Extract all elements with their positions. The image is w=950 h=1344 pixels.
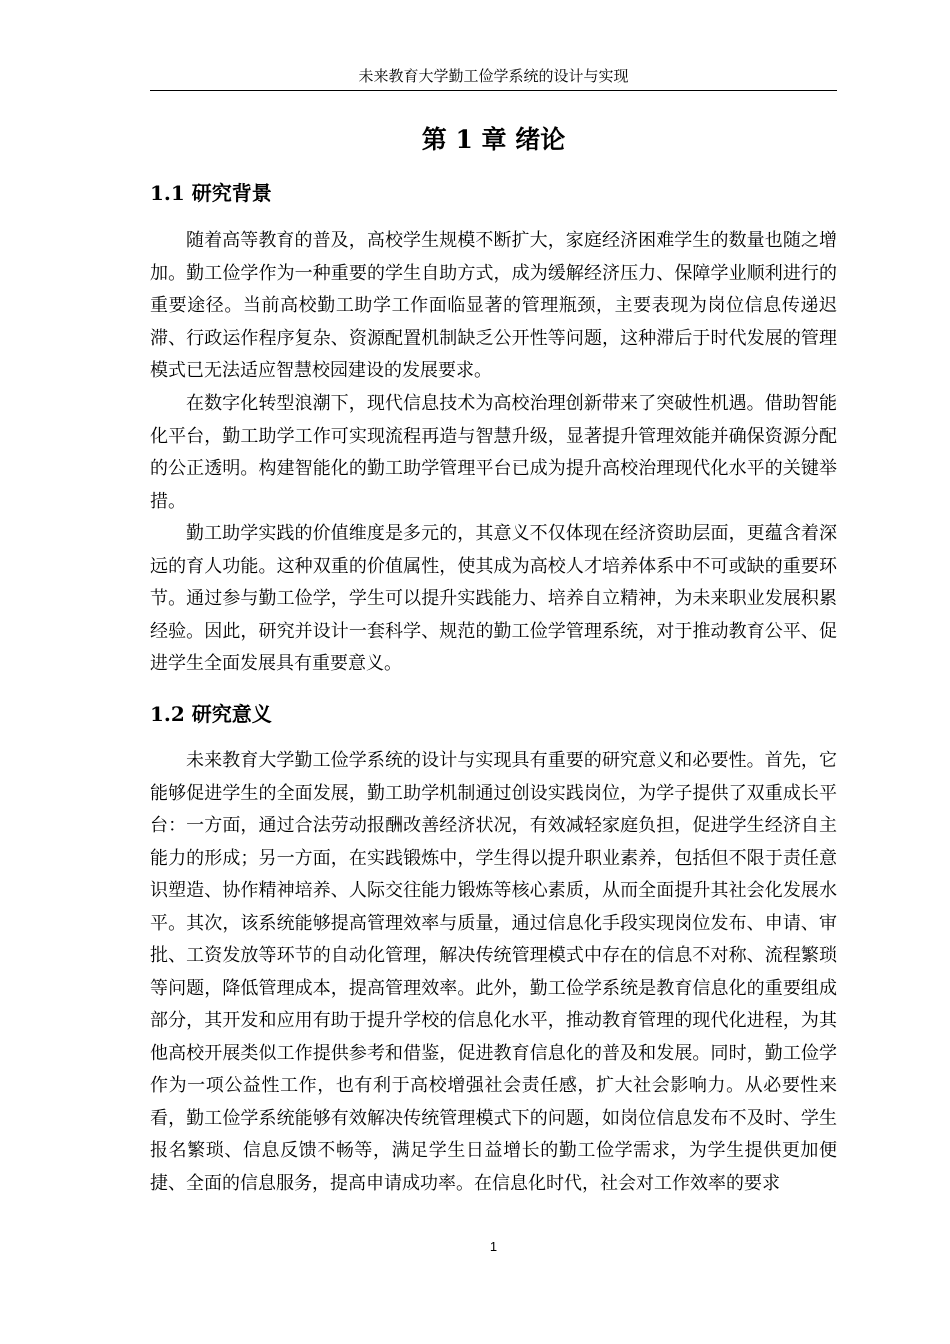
chapter-title: 第 1 章 绪论 xyxy=(421,125,566,154)
section-heading-1-1: 1.1 研究背景 xyxy=(150,181,272,205)
page-number: 1 xyxy=(489,1239,498,1254)
paragraph-background-2: 在数字化转型浪潮下，现代信息技术为高校治理创新带来了突破性机遇。借助智能化平台，勤工助学工作可实现流程再造与智慧升级，显著提升管理效能并确保资源分配的公正透明。构建智能化的勤工助学管理平台已成为提升高校治理现代化水平的关键举措。 xyxy=(150,393,837,512)
paragraph-background-3: 勤工助学实践的价值维度是多元的，其意义不仅体现在经济资助层面，更蕴含着深远的育人功能。这种双重的价值属性，使其成为高校人才培养体系中不可或缺的重要环节。通过参与勤工俭学，学生可以提升实践能力、培养自立精神，为未来职业发展积累经验。因此，研究并设计一套科学、规范的勤工俭学管理系统，对于推动教育公平、促进学生全面发展具有重要意义。 xyxy=(150,523,837,674)
paragraph-significance-1: 未来教育大学勤工俭学系统的设计与实现具有重要的研究意义和必要性。首先，它能够促进学生的全面发展，勤工助学机制通过创设实践岗位，为学子提供了双重成长平台：一方面，通过合法劳动报酬改善经济状况，有效减轻家庭负担，促进学生经济自主能力的形成；另一方面，在实践锻炼中，学生得以提升职业素养，包括但不限于责任意识塑造、协作精神培养、人际交往能力锻炼等核心素质，从而全面提升其社会化发展水平。其次，该系统能够提高管理效率与质量，通过信息化手段实现岗位发布、申请、审批、工资发放等环节的自动化管理，解决传统管理模式中存在的信息不对称、流程繁琐等问题，降低管理成本，提高管理效率。此外，勤工俭学系统是教育信息化的重要组成部分，其开发和应用有助于提升学校的信息化水平，推动教育管理的现代化进程，为其他高校开展类似工作提供参考和借鉴，促进教育信息化的普及和发展。同时，勤工俭学作为一项公益性工作，也有利于高校增强社会责任感，扩大社会影响力。从必要性来看，勤工俭学系统能够有效解决传统管理模式下的问题，如岗位信息发布不及时、学生报名繁琐、信息反馈不畅等，满足学生日益增长的勤工俭学需求，为学生提供更加便捷、全面的信息服务，提高申请成功率。在信息化时代，社会对工作效率的要求 xyxy=(150,750,837,1194)
section-heading-1-2: 1.2 研究意义 xyxy=(150,702,272,726)
running-header: 未来教育大学勤工俭学系统的设计与实现 xyxy=(150,66,837,91)
paragraph-background-1: 随着高等教育的普及，高校学生规模不断扩大，家庭经济困难学生的数量也随之增加。勤工俭学作为一种重要的学生自助方式，成为缓解经济压力、保障学业顺利进行的重要途径。当前高校勤工助学工作面临显著的管理瓶颈，主要表现为岗位信息传递迟滞、行政运作程序复杂、资源配置机制缺乏公开性等问题，这种滞后于时代发展的管理模式已无法适应智慧校园建设的发展要求。 xyxy=(150,230,837,381)
